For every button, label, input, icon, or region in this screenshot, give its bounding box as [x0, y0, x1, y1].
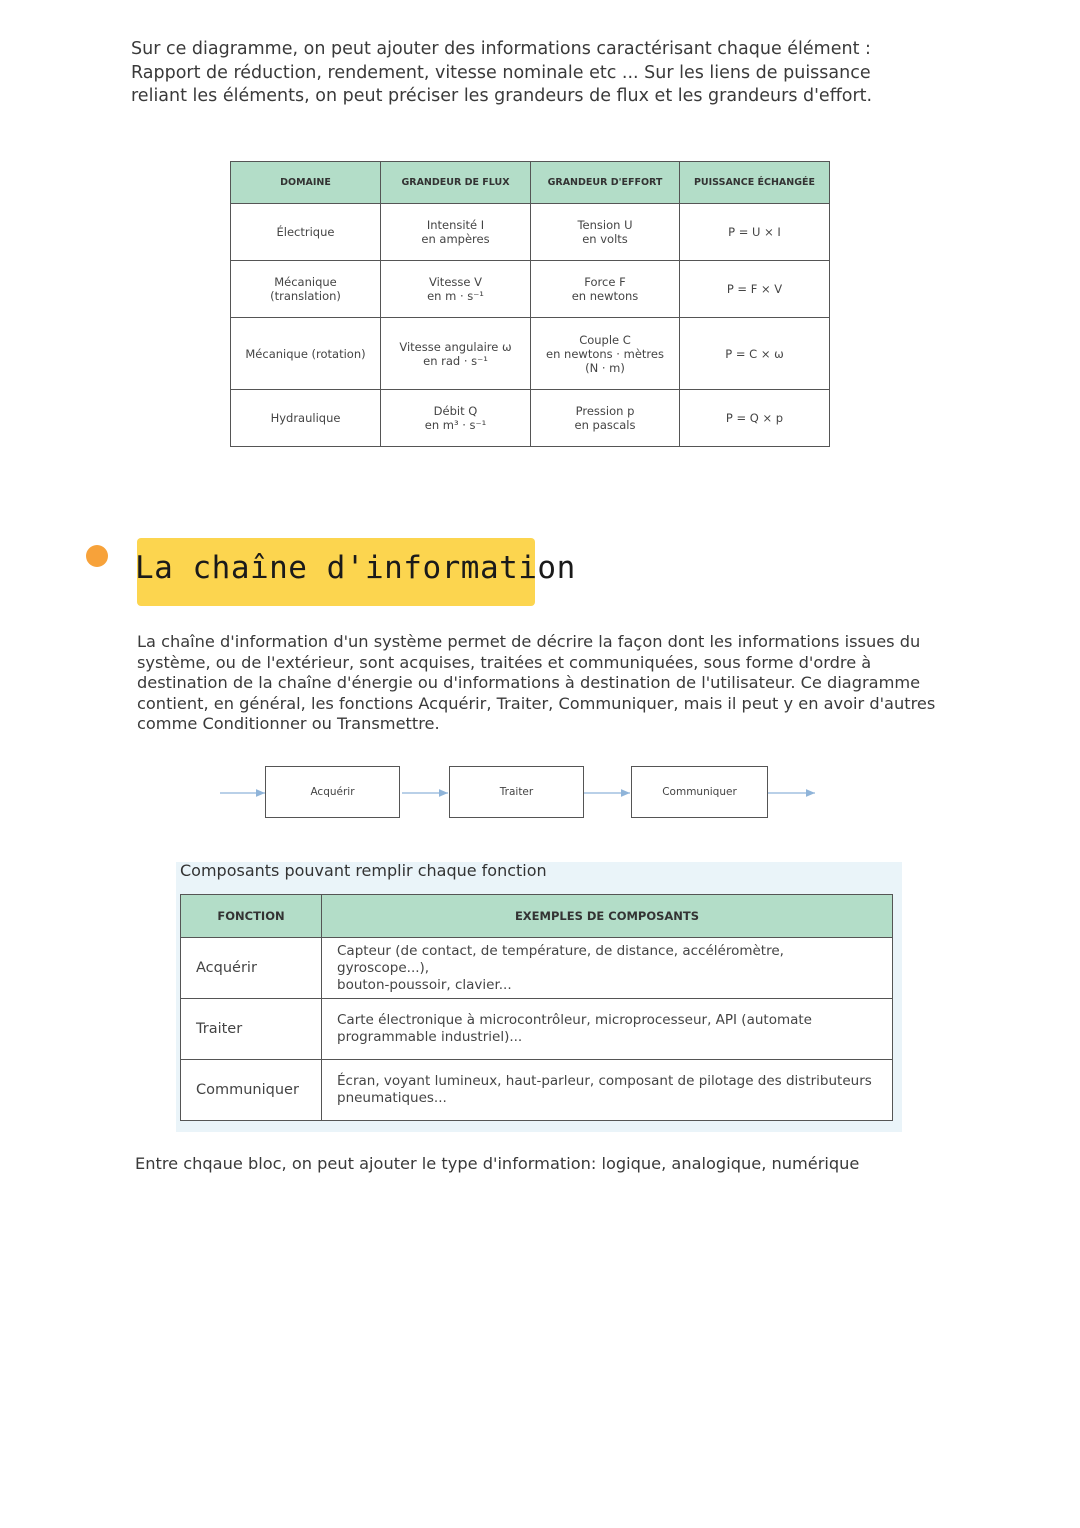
cell-text: en m³ · s⁻¹	[424, 418, 487, 432]
cell-text: en volts	[582, 232, 628, 246]
cell-text: Hydraulique	[270, 411, 341, 425]
table-row	[181, 938, 893, 999]
cell-text: Débit Q	[433, 404, 478, 418]
footer-note: Entre chqaue bloc, on peut ajouter le type d'information: logique, analogique, numérique	[135, 1154, 860, 1173]
components-table	[180, 894, 893, 1121]
cell-text: Mécanique (rotation)	[245, 346, 366, 361]
table-header-row	[231, 162, 830, 204]
flux-cell	[381, 261, 531, 318]
bullet-dot-icon	[86, 545, 108, 567]
function-cell: Acquérir	[181, 938, 322, 999]
table-row	[231, 204, 830, 261]
cell-text: Mécanique	[274, 275, 337, 289]
power-cell: P = Q × p	[680, 390, 830, 447]
domain-cell	[231, 204, 381, 261]
block-acquerir: Acquérir	[265, 766, 400, 818]
column-header: GRANDEUR D'EFFORT	[531, 162, 680, 204]
paragraph-line: destination de la chaîne d'énergie ou d'informations à destination de l'utilisateur. Ce diagramme	[137, 673, 921, 692]
examples-cell	[322, 1060, 893, 1121]
cell-text: en newtons · mètres	[546, 346, 664, 361]
cell-text: Carte électronique à microcontrôleur, microprocesseur, API (automate	[337, 1012, 812, 1028]
paragraph-line: La chaîne d'information d'un système permet de décrire la façon dont les informations issues du	[137, 632, 921, 651]
cell-text: (N · m)	[585, 360, 625, 375]
cell-text: Électrique	[276, 225, 335, 239]
function-cell: Traiter	[181, 999, 322, 1060]
cell-text: en newtons	[571, 289, 639, 303]
flux-cell	[381, 390, 531, 447]
cell-text: pneumatiques...	[337, 1090, 447, 1106]
cell-text: Vitesse angulaire ω	[399, 339, 512, 354]
intro-line: Sur ce diagramme, on peut ajouter des informations caractérisant chaque élément :	[131, 39, 871, 59]
cell-text: en ampères	[421, 232, 490, 246]
table-row	[181, 1060, 893, 1121]
cell-text: Intensité I	[426, 218, 485, 232]
table-row	[231, 390, 830, 447]
cell-text: Capteur (de contact, de température, de distance, accéléromètre, gyroscope...),	[337, 942, 784, 976]
cell-text: programmable industriel)...	[337, 1029, 523, 1045]
domain-cell	[231, 261, 381, 318]
examples-cell	[322, 999, 893, 1060]
paragraph-line: comme Conditionner ou Transmettre.	[137, 714, 440, 733]
cell-text: Force F	[584, 275, 626, 289]
column-header: GRANDEUR DE FLUX	[381, 162, 531, 204]
domain-cell	[231, 318, 381, 390]
power-table	[230, 161, 830, 447]
cell-text: en rad · s⁻¹	[423, 353, 488, 368]
cell-text: Écran, voyant lumineux, haut-parleur, composant de pilotage des distributeurs	[337, 1073, 872, 1089]
intro-paragraph	[131, 38, 951, 109]
table-row	[231, 261, 830, 318]
cell-text: (translation)	[270, 289, 341, 303]
flux-cell	[381, 204, 531, 261]
paragraph-line: contient, en général, les fonctions Acquérir, Traiter, Communiquer, mais il peut y en avoir d'autres	[137, 693, 936, 713]
flux-cell	[381, 318, 531, 390]
components-title: Composants pouvant remplir chaque fonction	[180, 861, 547, 880]
cell-text: bouton-poussoir, clavier...	[337, 976, 512, 993]
table-row	[181, 999, 893, 1060]
power-cell: P = F × V	[680, 261, 830, 318]
power-cell: P = C × ω	[680, 318, 830, 390]
cell-text: Couple C	[579, 332, 631, 347]
cell-text: en m · s⁻¹	[427, 289, 484, 303]
domain-cell	[231, 390, 381, 447]
table-row	[231, 318, 830, 390]
column-header: FONCTION	[181, 895, 322, 938]
effort-cell	[531, 261, 680, 318]
examples-cell	[322, 938, 893, 999]
cell-text: Vitesse V	[429, 275, 482, 289]
column-header: DOMAINE	[231, 162, 381, 204]
function-cell: Communiquer	[181, 1060, 322, 1121]
cell-text: Tension U	[577, 218, 633, 232]
block-traiter: Traiter	[449, 766, 584, 818]
intro-line: reliant les éléments, on peut préciser les grandeurs de flux et les grandeurs d'effort.	[131, 86, 873, 106]
effort-cell	[531, 318, 680, 390]
effort-cell	[531, 204, 680, 261]
block-communiquer: Communiquer	[631, 766, 768, 818]
power-cell: P = U × I	[680, 204, 830, 261]
table-header-row	[181, 895, 893, 938]
effort-cell	[531, 390, 680, 447]
description-paragraph	[137, 632, 937, 735]
column-header: PUISSANCE ÉCHANGÉE	[680, 162, 830, 204]
paragraph-line: système, ou de l'extérieur, sont acquises, traitées et communiquées, sous forme d'ordre à	[137, 652, 872, 672]
column-header: EXEMPLES DE COMPOSANTS	[322, 895, 893, 938]
section-title: La chaîne d'information	[135, 550, 576, 586]
intro-line: Rapport de réduction, rendement, vitesse nominale etc ... Sur les liens de puissance	[131, 62, 871, 83]
cell-text: en pascals	[574, 418, 636, 432]
cell-text: Pression p	[575, 404, 635, 418]
